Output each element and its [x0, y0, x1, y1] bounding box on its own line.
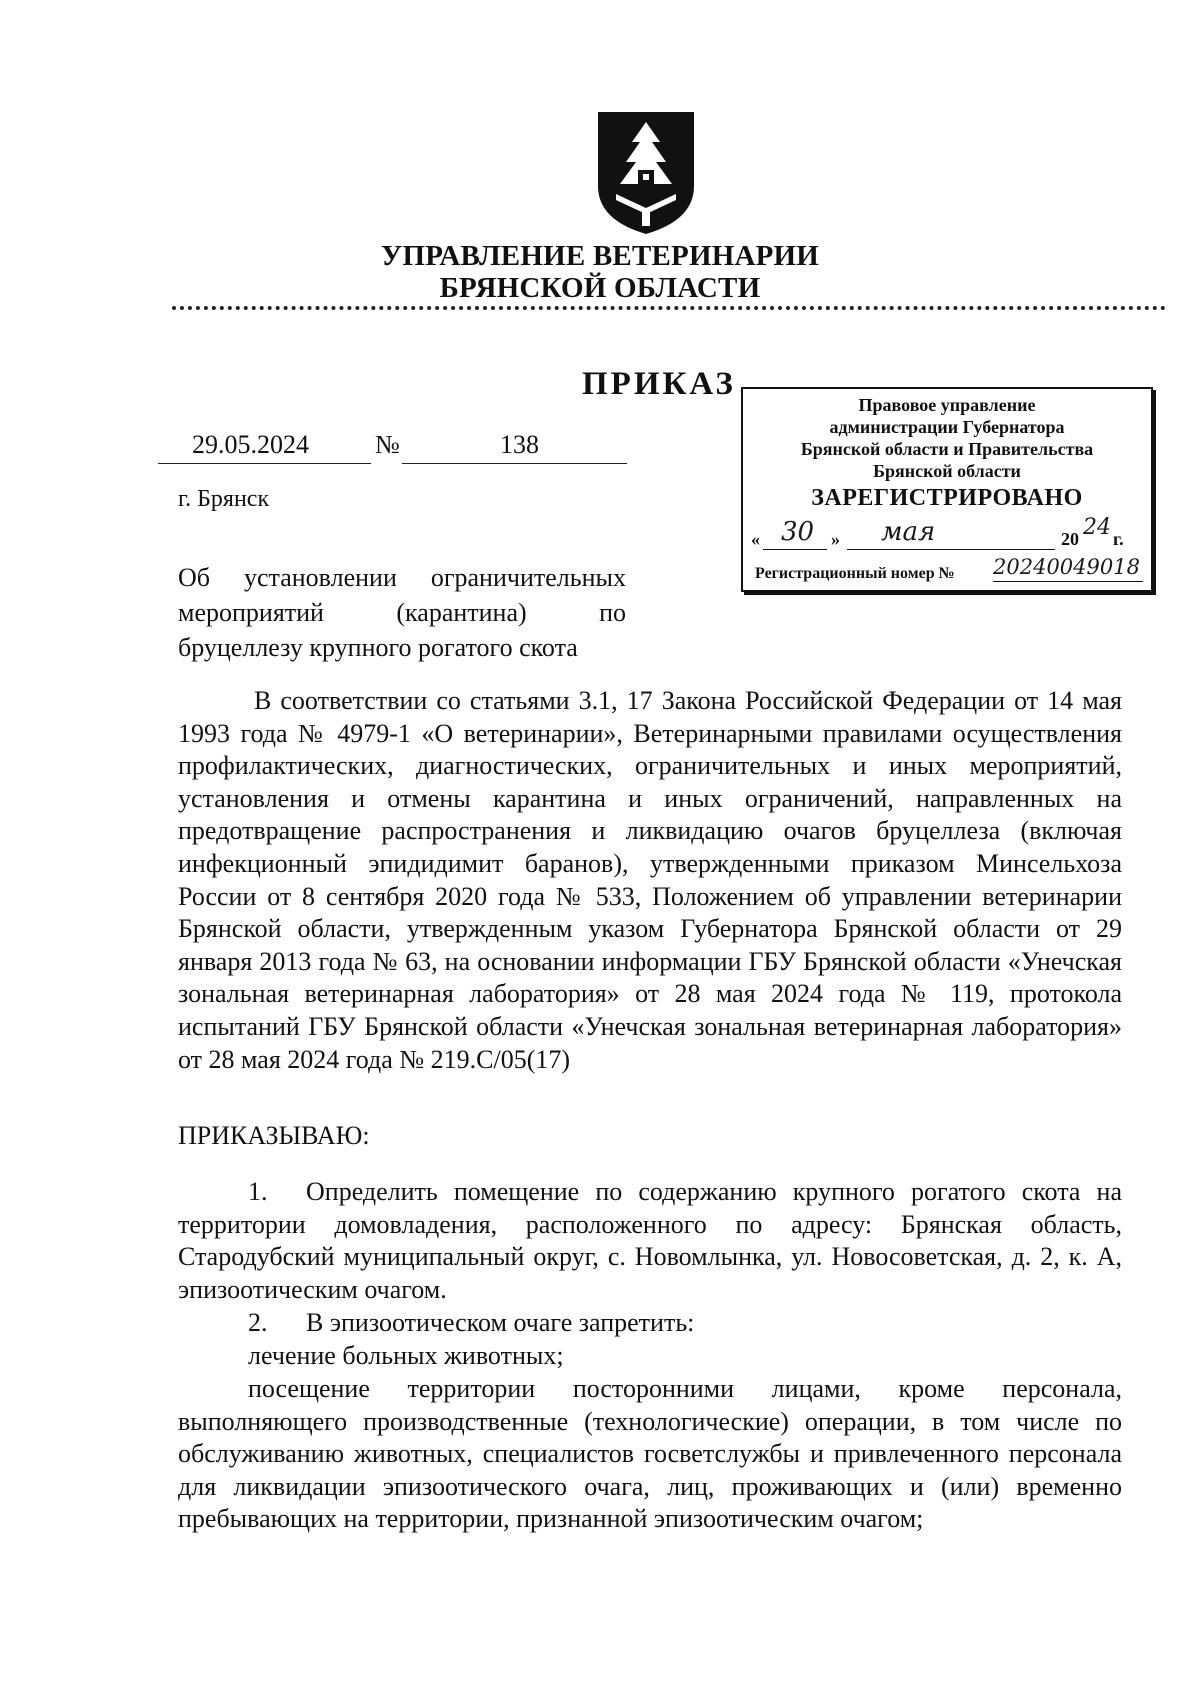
item-1-text: Определить помещение по содержанию крупного рогатого скота на территории домовладения, расположенного по адресу: Брянская область, Стародубский муниципальный округ, с. Новомлынка, ул. Новосоветская, д. 2, к. А, эпизоотическим очагом. — [178, 1177, 1122, 1304]
stamp-date-row — [751, 515, 1147, 555]
stamp-quote-open: « — [751, 529, 760, 549]
stamp-line-1: Правовое управление — [858, 395, 1036, 415]
item-1 — [178, 1176, 1122, 1306]
item-2-subitem-2: посещение территории посторонними лицами, кроме персонала, выполняющего производственные (технологические) операции, в том числе по обслуживанию животных, специалистов госветслужбы и привлеченного персонала для ликвидации эпизоотического очага, лиц, проживающих и (или) временно пребывающих на территории, признанной эпизоотическим очагом; — [178, 1374, 1122, 1534]
registration-stamp — [741, 387, 1153, 592]
stamp-year-suffix: 24 — [1083, 515, 1111, 540]
date-underline — [158, 463, 371, 464]
stamp-quote-close: » — [831, 529, 840, 549]
item-2 — [248, 1307, 1122, 1340]
order-directive: ПРИКАЗЫВАЮ: — [178, 1121, 370, 1150]
stamp-month-underline — [847, 549, 1055, 550]
stamp-year-prefix: 20 — [1061, 529, 1079, 549]
stamp-month: мая — [881, 517, 936, 547]
order-date: 29.05.2024 — [192, 430, 309, 459]
stamp-line-4: Брянской области — [873, 461, 1021, 481]
subject-line-2: мероприятий (карантина) по — [178, 598, 626, 627]
stamp-regnum: 20240049018 — [993, 555, 1140, 579]
order-number-sign: № — [375, 430, 400, 459]
coat-of-arms-emblem — [592, 108, 700, 238]
stamp-regnum-row — [755, 555, 1151, 589]
header-divider — [172, 306, 1166, 310]
stamp-regnum-underline — [993, 581, 1143, 582]
document-type-title: ПРИКАЗ — [582, 366, 736, 402]
stamp-year-unit: г. — [1113, 529, 1124, 549]
stamp-registered-label: ЗАРЕГИСТРИРОВАНО — [811, 485, 1083, 511]
subject-line-3: бруцеллезу крупного рогатого скота — [178, 633, 578, 662]
stamp-line-3: Брянской области и Правительства — [800, 439, 1094, 459]
subject-line-1: Об установлении ограничительных — [178, 563, 626, 592]
stamp-day-underline — [763, 549, 827, 550]
org-name-line2: БРЯНСКОЙ ОБЛАСТИ — [439, 272, 761, 304]
order-subject — [178, 560, 626, 665]
org-name-line1: УПРАВЛЕНИЕ ВЕТЕРИНАРИИ — [380, 240, 820, 272]
item-2-subitem-1: лечение больных животных; — [248, 1341, 564, 1370]
order-city: г. Брянск — [178, 486, 270, 512]
preamble-paragraph: В соответствии со статьями 3.1, 17 Закона Российской Федерации от 14 мая 1993 года № 4979-1 «О ветеринарии», Ветеринарными правилами осуществления профилактических, диагностических, ограничительных и иных мероприятий, установления и отмены карантина и иных ограничений, направленных на предотвращение распространения и ликвидацию очагов бруцеллеза (включая инфекционный эпидидимит баранов), утвержденными приказом Минсельхоза России от 8 сентября 2020 года № 533, Положением об управлении ветеринарии Брянской области, утвержденным указом Губернатора Брянской области от 29 января 2013 года № 63, на основании информации ГБУ Брянской области «Унечская зональная ветеринарная лаборатория» от 28 мая 2024 года № 119, протокола испытаний ГБУ Брянской области «Унечская зональная ветеринарная лаборатория» от 28 мая 2024 года № 219.С/05(17) — [178, 686, 1122, 1074]
item-2-number: 2. — [248, 1308, 268, 1337]
item-2-text: В эпизоотическом очаге запретить: — [306, 1308, 695, 1337]
number-underline — [402, 463, 627, 464]
stamp-regnum-label: Регистрационный номер № — [755, 565, 955, 582]
order-number: 138 — [500, 430, 539, 459]
item-1-number: 1. — [248, 1177, 268, 1206]
stamp-day: 30 — [781, 517, 815, 547]
stamp-line-2: администрации Губернатора — [829, 417, 1065, 437]
